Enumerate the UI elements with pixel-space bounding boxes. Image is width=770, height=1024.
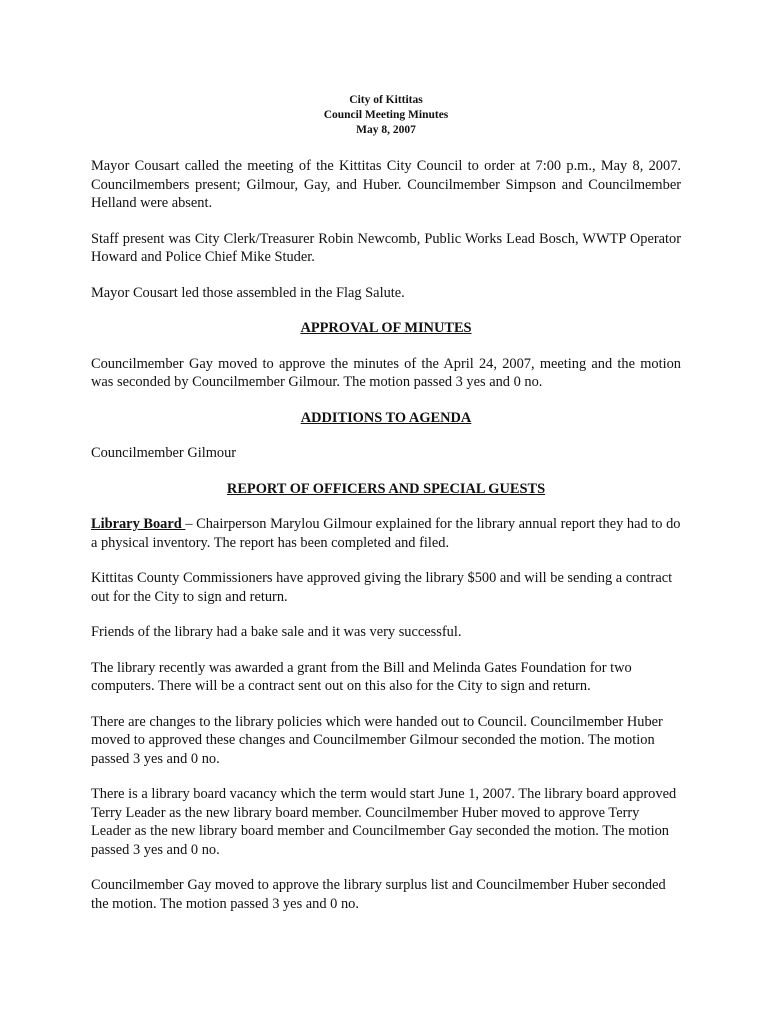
county-commissioners-paragraph: Kittitas County Commissioners have approved giving the library $500 and will be sending a contract out for the City to sign and return. bbox=[91, 570, 673, 605]
additions-paragraph: Councilmember Gilmour bbox=[91, 445, 237, 461]
additions-to-agenda-heading: ADDITIONS TO AGENDA bbox=[300, 409, 472, 426]
approval-paragraph: Councilmember Gay moved to approve the minutes of the April 24, 2007, meeting and the motion was seconded by Councilmember Gilmour. The motion passed 3 yes and 0 no. bbox=[91, 355, 681, 390]
board-vacancy-paragraph: There is a library board vacancy which the term would start June 1, 2007. The library board approved Terry Leader as the new library board member. Councilmember Huber moved to approve Terry Leader as the new library board member and Councilmember Gay seconded the motion. The motion passed 3 yes and 0 no. bbox=[91, 786, 677, 858]
bake-sale-paragraph: Friends of the library had a bake sale and it was very successful. bbox=[91, 624, 462, 640]
document-header bbox=[91, 93, 681, 138]
city-name: City of Kittitas bbox=[349, 94, 423, 106]
staff-present-paragraph: Staff present was City Clerk/Treasurer Robin Newcomb, Public Works Lead Bosch, WWTP Operator Howard and Police Chief Mike Studer. bbox=[91, 230, 681, 265]
library-board-label: Library Board bbox=[91, 516, 186, 532]
library-policies-paragraph: There are changes to the library policies which were handed out to Council. Councilmember Huber moved to approved these changes and Councilmember Gilmour seconded the motion. The motion passed 3 yes and 0 no. bbox=[91, 713, 663, 767]
library-board-paragraph bbox=[91, 515, 681, 552]
report-of-officers-heading: REPORT OF OFFICERS AND SPECIAL GUESTS bbox=[226, 480, 546, 497]
header-spacer bbox=[91, 138, 681, 157]
flag-salute-paragraph: Mayor Cousart led those assembled in the Flag Salute. bbox=[91, 284, 405, 301]
document-title: Council Meeting Minutes bbox=[323, 109, 449, 121]
library-board-text: – Chairperson Marylou Gilmour explained for the library annual report they had to do a physical inventory. The report has been completed and filed. bbox=[91, 516, 681, 551]
call-to-order-paragraph: Mayor Cousart called the meeting of the Kittitas City Council to order at 7:00 p.m., May 8, 2007. Councilmembers present; Gilmour, Gay, and Huber. Councilmember Simpson and Councilmember Helland were absent. bbox=[91, 158, 681, 211]
surplus-list-paragraph: Councilmember Gay moved to approve the library surplus list and Councilmember Huber seconded the motion. The motion passed 3 yes and 0 no. bbox=[91, 877, 666, 912]
meeting-date: May 8, 2007 bbox=[356, 124, 416, 136]
gates-grant-paragraph: The library recently was awarded a grant from the Bill and Melinda Gates Foundation for two computers. There will be a contract sent out on this also for the City to sign and return. bbox=[91, 659, 632, 694]
document-page bbox=[91, 93, 681, 930]
approval-of-minutes-heading: APPROVAL OF MINUTES bbox=[300, 320, 472, 336]
